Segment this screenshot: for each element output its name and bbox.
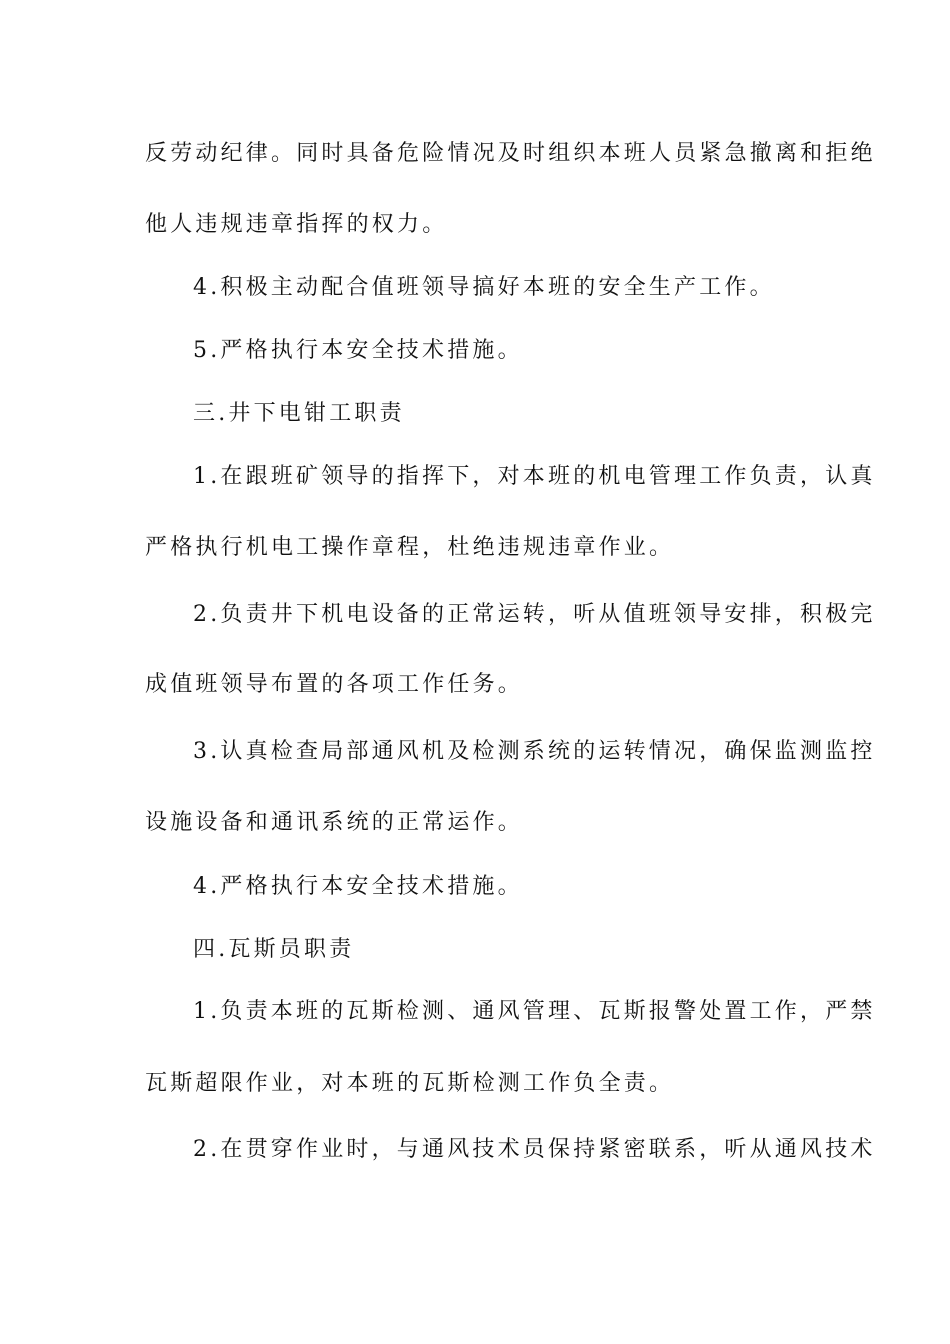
section-heading: 四.瓦斯员职责 <box>193 937 355 962</box>
paragraph-line: 严格执行机电工操作章程，杜绝违规违章作业。 <box>145 535 675 560</box>
list-item-line: 2.在贯穿作业时，与通风技术员保持紧密联系，听从通风技术 <box>193 1137 876 1162</box>
paragraph-line: 瓦斯超限作业，对本班的瓦斯检测工作负全责。 <box>145 1071 675 1096</box>
list-item-line: 4.严格执行本安全技术措施。 <box>193 874 523 899</box>
list-item-line: 4.积极主动配合值班领导搞好本班的安全生产工作。 <box>193 275 775 300</box>
section-heading: 三.井下电钳工职责 <box>193 401 405 426</box>
list-item-line: 1.负责本班的瓦斯检测、通风管理、瓦斯报警处置工作，严禁 <box>193 999 876 1024</box>
paragraph-line: 成值班领导布置的各项工作任务。 <box>145 672 524 697</box>
paragraph-line: 他人违规违章指挥的权力。 <box>145 212 448 237</box>
paragraph-line: 设施设备和通讯系统的正常运作。 <box>145 810 524 835</box>
list-item-line: 5.严格执行本安全技术措施。 <box>193 338 523 363</box>
paragraph-line: 反劳动纪律。同时具备危险情况及时组织本班人员紧急撤离和拒绝 <box>145 141 876 166</box>
list-item-line: 3.认真检查局部通风机及检测系统的运转情况，确保监测监控 <box>193 739 876 764</box>
list-item-line: 1.在跟班矿领导的指挥下，对本班的机电管理工作负责，认真 <box>193 464 876 489</box>
list-item-line: 2.负责井下机电设备的正常运转，听从值班领导安排，积极完 <box>193 602 876 627</box>
